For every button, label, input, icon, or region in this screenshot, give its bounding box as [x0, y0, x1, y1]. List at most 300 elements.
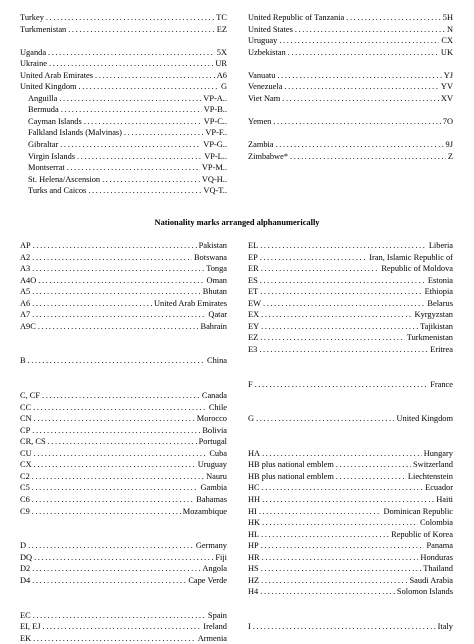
- list-item: [20, 174, 227, 186]
- entry-code: Nauru: [206, 471, 227, 481]
- list-item: [20, 436, 227, 448]
- dot-leader: [68, 24, 215, 36]
- entry-code: Liberia: [428, 241, 453, 250]
- list-item: [20, 552, 227, 564]
- entry-label: CX: [20, 460, 32, 470]
- dot-leader: [77, 151, 202, 163]
- dot-leader: [48, 436, 197, 448]
- entry-label: EC: [20, 610, 31, 620]
- dot-leader: [32, 563, 200, 575]
- entry-label: United Kingdom: [20, 82, 77, 92]
- dot-leader: [34, 552, 213, 564]
- entry-label: C6: [20, 495, 30, 505]
- entry-label: EY: [248, 321, 260, 331]
- list-item: [248, 47, 453, 59]
- entry-code: Armenia: [197, 633, 227, 643]
- entry-label: Montserrat: [28, 163, 65, 173]
- entry-label: CP: [20, 425, 31, 435]
- entry-label: HP: [248, 541, 259, 551]
- entry-label: C5: [20, 483, 30, 493]
- entry-label: Gibraltar: [28, 140, 59, 150]
- entry-code: Eritrea: [430, 344, 453, 354]
- entry-code: Bahamas: [196, 495, 227, 505]
- entry-code: Ethiopia: [424, 287, 453, 297]
- entry-label: A9C: [20, 321, 36, 331]
- spacer: [20, 379, 227, 391]
- spacer: [20, 586, 227, 598]
- entry-label: C, CF: [20, 391, 41, 401]
- list-item: [20, 321, 227, 333]
- entry-label: EZ: [248, 333, 259, 343]
- entry-label: Zambia: [248, 140, 274, 150]
- list-item: [20, 252, 227, 264]
- entry-code: Estonia: [427, 275, 453, 285]
- entry-label: CC: [20, 402, 32, 412]
- list-item: [20, 275, 227, 287]
- entry-code: United Arab Emirates: [153, 298, 227, 308]
- entry-label: HS: [248, 564, 259, 574]
- list-item: [248, 552, 453, 564]
- entry-code: Qatar: [208, 310, 227, 320]
- entry-code: Cape Verde: [188, 575, 227, 585]
- entry-code: Republic of Korea: [391, 529, 453, 539]
- list-item: [20, 494, 227, 506]
- entry-code: Z: [447, 151, 453, 161]
- list-item: [248, 286, 453, 298]
- list-item: [248, 563, 453, 575]
- top-right-column: [248, 12, 453, 162]
- list-item: [248, 586, 453, 598]
- dot-leader: [290, 151, 446, 163]
- entry-code: UK: [440, 47, 453, 57]
- entry-code: Bhutan: [202, 287, 227, 297]
- dot-leader: [262, 517, 418, 529]
- entry-label: EP: [248, 252, 258, 262]
- list-item: [248, 494, 453, 506]
- dot-leader: [32, 471, 204, 483]
- list-item: [248, 482, 453, 494]
- entry-code: N: [446, 24, 453, 34]
- list-item: [20, 459, 227, 471]
- entry-label: A7: [20, 310, 31, 320]
- dot-leader: [102, 174, 200, 186]
- entry-code: G: [220, 82, 227, 92]
- entry-code: VP-B..: [203, 105, 227, 115]
- dot-leader: [346, 12, 441, 24]
- list-item: [20, 185, 227, 197]
- entry-code: Ireland: [203, 622, 227, 632]
- entry-code: VP-M..: [201, 163, 227, 173]
- dot-leader: [33, 610, 206, 622]
- dot-leader: [42, 621, 201, 633]
- entry-code: Germany: [195, 541, 227, 551]
- entry-code: Portugal: [198, 437, 227, 447]
- list-item: [20, 286, 227, 298]
- list-item: [248, 506, 453, 518]
- spacer: [248, 58, 453, 70]
- entry-code: Liechtenstein: [407, 471, 453, 481]
- dot-leader: [79, 81, 219, 93]
- spacer: [248, 390, 453, 402]
- dot-leader: [67, 162, 200, 174]
- list-item: [20, 355, 227, 367]
- list-item: [248, 540, 453, 552]
- spacer: [248, 425, 453, 437]
- entry-code: Italy: [437, 622, 453, 632]
- dot-leader: [32, 286, 201, 298]
- list-item: [248, 309, 453, 321]
- dot-leader: [263, 298, 425, 310]
- dot-leader: [32, 298, 152, 310]
- entry-code: 9J: [445, 140, 453, 150]
- entry-code: Canada: [201, 391, 227, 401]
- dot-leader: [259, 506, 382, 518]
- entry-label: Venezuela: [248, 82, 283, 92]
- list-item: [20, 104, 227, 116]
- entry-label: EX: [248, 310, 260, 320]
- list-item: [248, 240, 453, 252]
- dot-leader: [262, 494, 434, 506]
- dot-leader: [32, 494, 195, 506]
- entry-code: Haiti: [436, 495, 453, 505]
- list-item: [248, 93, 453, 105]
- entry-label: D2: [20, 564, 31, 574]
- list-item: [20, 298, 227, 310]
- entry-label: A3: [20, 264, 31, 274]
- dot-leader: [295, 24, 445, 36]
- spacer: [248, 127, 453, 139]
- dot-leader: [282, 93, 439, 105]
- dot-leader: [34, 413, 195, 425]
- list-item: [248, 344, 453, 356]
- list-item: [20, 390, 227, 402]
- dot-leader: [261, 575, 407, 587]
- list-item: [20, 240, 227, 252]
- list-item: [20, 47, 227, 59]
- dot-leader: [336, 471, 406, 483]
- dot-leader: [262, 482, 423, 494]
- spacer: [20, 529, 227, 541]
- entry-code: XV: [440, 93, 453, 103]
- list-item: [20, 151, 227, 163]
- entry-code: Belarus: [427, 298, 453, 308]
- dot-leader: [261, 563, 422, 575]
- entry-label: Turks and Caicos: [28, 186, 87, 196]
- list-item: [248, 81, 453, 93]
- entry-code: Uruguay: [197, 460, 227, 470]
- entry-code: Pakistan: [198, 241, 227, 250]
- entry-code: Fiji: [215, 552, 227, 562]
- entry-label: Uruguay: [248, 36, 278, 46]
- dot-leader: [276, 139, 444, 151]
- dot-leader: [260, 252, 367, 264]
- dot-leader: [32, 575, 186, 587]
- entry-label: Anguilla: [28, 93, 58, 103]
- list-item: [248, 12, 453, 24]
- entry-label: Falkland Islands (Malvinas): [28, 128, 122, 138]
- entry-code: Switzerland: [412, 460, 453, 470]
- entry-code: Kyrgyzstan: [414, 310, 453, 320]
- list-item: [248, 459, 453, 471]
- list-item: [248, 517, 453, 529]
- list-item: [20, 402, 227, 414]
- list-item: [248, 35, 453, 47]
- entry-label: Bermuda: [28, 105, 59, 115]
- entry-code: Mozambique: [182, 506, 227, 516]
- list-item: [248, 275, 453, 287]
- entry-label: HA: [248, 448, 261, 458]
- dot-leader: [32, 482, 199, 494]
- entry-label: ES: [248, 275, 258, 285]
- entry-code: Tajikistan: [420, 321, 453, 331]
- dot-leader: [32, 263, 204, 275]
- entry-label: Yemen: [248, 116, 272, 126]
- spacer: [248, 610, 453, 622]
- dot-leader: [255, 379, 429, 391]
- spacer: [20, 332, 227, 344]
- dot-leader: [84, 116, 202, 128]
- dot-leader: [32, 425, 200, 437]
- entry-code: YJ: [443, 70, 453, 80]
- dot-leader: [32, 506, 181, 518]
- dot-leader: [38, 321, 199, 333]
- entry-code: VP-G..: [203, 140, 227, 150]
- dot-leader: [284, 81, 438, 93]
- dot-leader: [32, 252, 192, 264]
- dot-leader: [260, 332, 405, 344]
- entry-label: HH: [248, 495, 261, 505]
- spacer: [20, 598, 227, 610]
- dot-leader: [262, 448, 422, 460]
- entry-label: ER: [248, 264, 259, 274]
- entry-code: VP-F..: [205, 128, 227, 138]
- dot-leader: [95, 70, 215, 82]
- entry-label: A5: [20, 287, 31, 297]
- entry-label: EW: [248, 298, 262, 308]
- entry-label: EL: [248, 241, 259, 250]
- entry-label: EI, EJ: [20, 622, 41, 632]
- entry-code: Solomon Islands: [396, 587, 453, 597]
- entry-code: Spain: [207, 610, 227, 620]
- list-item: [248, 24, 453, 36]
- entry-code: Tonga: [206, 264, 227, 274]
- entry-code: United Kingdom: [396, 414, 453, 424]
- list-item: [20, 162, 227, 174]
- entry-label: HC: [248, 483, 260, 493]
- list-item: [248, 151, 453, 163]
- list-item: [248, 298, 453, 310]
- dot-leader: [336, 459, 411, 471]
- list-item: [248, 116, 453, 128]
- dot-leader: [288, 47, 439, 59]
- entry-code: Saudi Arabia: [409, 575, 453, 585]
- dot-leader: [124, 127, 203, 139]
- list-item: [20, 413, 227, 425]
- entry-label: United Arab Emirates: [20, 70, 94, 80]
- list-item: [20, 127, 227, 139]
- list-item: [20, 540, 227, 552]
- list-item: [20, 309, 227, 321]
- dot-leader: [88, 185, 201, 197]
- entry-label: A6: [20, 298, 31, 308]
- list-item: [248, 413, 453, 425]
- dot-leader: [259, 344, 428, 356]
- dot-leader: [256, 413, 394, 425]
- dot-leader: [32, 309, 206, 321]
- entry-label: I: [248, 622, 251, 632]
- entry-label: Vanuatu: [248, 70, 276, 80]
- entry-label: United Republic of Tanzania: [248, 13, 345, 22]
- entry-code: Angola: [202, 564, 227, 574]
- entry-label: E3: [248, 344, 258, 354]
- dot-leader: [59, 93, 201, 105]
- list-item: [20, 81, 227, 93]
- dot-leader: [261, 321, 418, 333]
- entry-code: 7O: [442, 116, 453, 126]
- entry-label: Viet Nam: [248, 93, 281, 103]
- entry-label: CR, CS: [20, 437, 46, 447]
- list-item: [248, 529, 453, 541]
- list-item: [248, 70, 453, 82]
- bottom-right-column: [248, 240, 453, 633]
- entry-label: HR: [248, 552, 260, 562]
- list-item: [20, 633, 227, 644]
- entry-label: C9: [20, 506, 30, 516]
- entry-label: C2: [20, 471, 30, 481]
- list-item: [20, 70, 227, 82]
- entry-code: France: [430, 379, 453, 389]
- dot-leader: [277, 70, 441, 82]
- spacer: [248, 104, 453, 116]
- dot-leader: [34, 448, 208, 460]
- spacer: [20, 344, 227, 356]
- entry-code: Gambia: [200, 483, 227, 493]
- list-item: [248, 621, 453, 633]
- list-item: [248, 263, 453, 275]
- entry-code: Thailand: [423, 564, 453, 574]
- list-item: [20, 621, 227, 633]
- dot-leader: [261, 540, 425, 552]
- spacer: [248, 598, 453, 610]
- list-item: [20, 506, 227, 518]
- dot-leader: [262, 552, 419, 564]
- entry-code: Colombia: [419, 518, 453, 528]
- entry-label: CN: [20, 414, 32, 424]
- entry-label: HZ: [248, 575, 260, 585]
- list-item: [248, 471, 453, 483]
- entry-label: Uganda: [20, 47, 47, 57]
- entry-label: H4: [248, 587, 259, 597]
- entry-code: Cuba: [209, 448, 227, 458]
- dot-leader: [261, 263, 380, 275]
- entry-code: YV: [440, 82, 453, 92]
- dot-leader: [49, 58, 213, 70]
- entry-label: DQ: [20, 552, 33, 562]
- entry-code: VP-C..: [203, 116, 227, 126]
- entry-label: CU: [20, 448, 32, 458]
- entry-code: A6: [216, 70, 227, 80]
- dot-leader: [260, 275, 426, 287]
- entry-code: Honduras: [420, 552, 453, 562]
- entry-code: VQ-T..: [203, 186, 227, 196]
- entry-code: Hungary: [423, 448, 453, 458]
- list-item: [20, 24, 227, 36]
- entry-code: China: [206, 356, 227, 366]
- dot-leader: [60, 139, 201, 151]
- entry-code: Dominican Republic: [383, 506, 453, 516]
- dot-leader: [253, 621, 436, 633]
- list-item: [20, 12, 227, 24]
- spacer: [248, 355, 453, 367]
- list-item: [20, 482, 227, 494]
- entry-code: Turkmenistan: [406, 333, 453, 343]
- entry-code: VQ-H..: [201, 174, 227, 184]
- list-item: [248, 139, 453, 151]
- dot-leader: [260, 586, 395, 598]
- entry-label: Cayman Islands: [28, 116, 82, 126]
- entry-label: F: [248, 379, 253, 389]
- entry-label: Zimbabwe*: [248, 151, 289, 161]
- section-title: Nationality marks arranged alphanumerically: [154, 218, 320, 227]
- entry-label: HI: [248, 506, 257, 516]
- entry-label: United States: [248, 24, 293, 34]
- dot-leader: [48, 47, 215, 59]
- list-item: [248, 448, 453, 460]
- list-item: [20, 139, 227, 151]
- dot-leader: [33, 240, 197, 252]
- list-item: [20, 425, 227, 437]
- spacer: [20, 517, 227, 529]
- entry-code: Oman: [206, 275, 227, 285]
- entry-label: HB plus national emblem: [248, 460, 334, 470]
- entry-code: Morocco: [196, 414, 227, 424]
- dot-leader: [261, 529, 389, 541]
- entry-code: Panama: [426, 541, 453, 551]
- list-item: [20, 610, 227, 622]
- entry-label: D: [20, 541, 27, 551]
- entry-code: 5X: [216, 47, 227, 57]
- entry-label: EK: [20, 633, 32, 643]
- bottom-left-column: [20, 240, 227, 644]
- list-item: [248, 321, 453, 333]
- entry-label: HB plus national emblem: [248, 471, 334, 481]
- list-item: [20, 58, 227, 70]
- entry-label: Virgin Islands: [28, 151, 76, 161]
- entry-code: Botswana: [193, 252, 227, 262]
- entry-code: Chile: [208, 402, 227, 412]
- entry-code: CX: [441, 36, 453, 46]
- entry-code: VP-A..: [203, 93, 227, 103]
- dot-leader: [42, 390, 200, 402]
- list-item: [20, 563, 227, 575]
- entry-code: UR: [215, 59, 227, 69]
- dot-leader: [279, 35, 439, 47]
- entry-code: Bahrain: [200, 321, 227, 331]
- entry-label: St. Helena/Ascension: [28, 174, 101, 184]
- entry-label: A2: [20, 252, 31, 262]
- list-item: [20, 263, 227, 275]
- dot-leader: [34, 459, 196, 471]
- spacer: [20, 35, 227, 47]
- entry-label: G: [248, 414, 255, 424]
- spacer: [248, 436, 453, 448]
- dot-leader: [46, 12, 214, 24]
- entry-label: HL: [248, 529, 260, 539]
- entry-code: EZ: [216, 24, 227, 34]
- entry-code: TC: [216, 13, 227, 22]
- entry-label: ET: [248, 287, 259, 297]
- entry-label: D4: [20, 575, 31, 585]
